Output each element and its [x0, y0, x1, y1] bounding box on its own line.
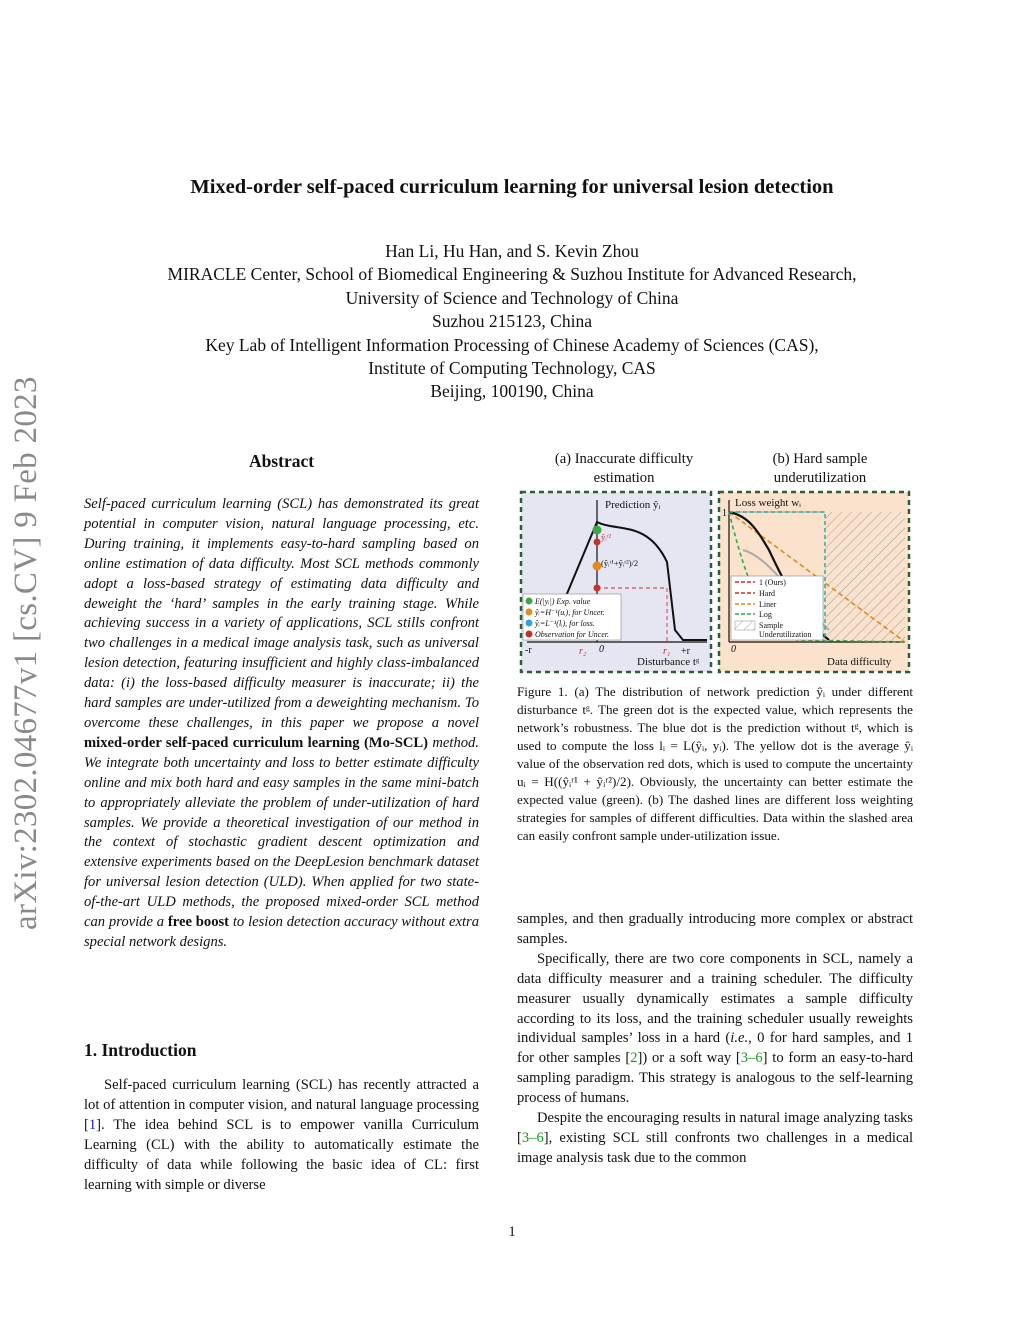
citation-link[interactable]: 3: [521, 1129, 530, 1146]
abstract-text: to lesion detection accuracy without extra special network designs.: [84, 914, 480, 950]
citation-link[interactable]: 1: [88, 1116, 97, 1133]
underutilization-hatch: [825, 512, 905, 642]
legend-marker-uncertainty: [526, 609, 533, 616]
right-column-body: [517, 910, 913, 1169]
affiliation-line: Suzhou 215123, China: [432, 311, 592, 332]
citation-link[interactable]: 6: [755, 1050, 763, 1067]
tick-label: -r: [525, 645, 532, 656]
citation-dash: –: [529, 1129, 537, 1146]
author-block: [60, 240, 964, 404]
citation-dash: –: [748, 1050, 756, 1067]
page-number: 1: [508, 1224, 516, 1240]
panel-b-y-label: Loss weight wᵢ: [735, 497, 801, 509]
free-boost-phrase: free boost: [167, 914, 230, 931]
legend-entry: ŷᵢ=L⁻¹(lᵢ), for loss.: [535, 619, 595, 628]
affiliation-line: University of Science and Technology of China: [345, 287, 679, 308]
legend-entry: ŷᵢ=H⁻¹(uᵢ), for Uncer.: [535, 608, 605, 617]
legend-marker-hatch: [735, 621, 755, 630]
caption-text: (a) The distribution of network prediction ŷᵢ under different disturbance tᵍ. The green dot is the expected value, which represents the network’s robustness. The blue dot is the prediction without tᵍ, which is used to compute the loss lᵢ = L(ŷᵢ, yᵢ). The yellow dot is the average ŷᵢ value of the observation red dots, which is used to compute the uncertainty uᵢ = H((ŷᵢʳ¹ + ŷᵢʳ²)/2). Obviously, the uncertainty can better estimate the expected value (green). (b) The dashed lines are different loss weighting strategies for samples of different difficulties. Data within the slashed area can easily confront sample under-utilization issue.: [517, 684, 914, 843]
abstract-text: Self-paced curriculum learning (SCL) has demonstrated its great potential in computer vision, natural language processing, etc. During training, it implements easy-to-hard sampling based on online estimation of data difficulty. Most SCL methods commonly adopt a loss-based strategy of estimating data difficulty and deweight the ‘hard’ samples in the early training stage. While achieving success in a variety of applications, SCL stills confront two challenges in a medical image analysis task, such as universal lesion detection, featuring insufficient and highly class-imbalanced data: (i) the loss-based difficulty measurer is inaccurate; ii) the hard samples are under-utilized from a deweighting mechanism. To overcome these challenges, in this paper we propose a novel: [84, 496, 479, 731]
legend-entry: E(|yᵢ|) Exp. value: [535, 597, 591, 606]
method-name: mixed-order self-paced curriculum learning (Mo-SCL): [84, 734, 428, 751]
citation-link[interactable]: 2: [630, 1050, 638, 1067]
abstract-heading: Abstract: [248, 451, 315, 471]
paragraph-text: Despite the encouraging results in natural image analyzing tasks [: [517, 1110, 913, 1146]
paragraph-text: , 0 for hard samples, and 1 for other samples [: [517, 1030, 913, 1067]
paragraph-text: Specifically, there are two core components in SCL, namely a data difficulty measurer and a training scheduler. The difficulty measurer usually dynamically estimates a sample difficulty according to its loss, and the training scheduler usually reweights individual samples’ loss in a hard (: [517, 950, 913, 1047]
affiliation-line: Beijing, 100190, China: [430, 381, 594, 402]
tick-label: r₁: [663, 646, 671, 657]
legend-entry: Log: [759, 610, 772, 619]
tick-label: 1: [722, 508, 727, 519]
figure-1: [517, 450, 913, 680]
introduction-body: [84, 1076, 479, 1195]
affiliation-line: MIRACLE Center, School of Biomedical Engineering & Suzhou Institute for Advanced Research,: [167, 264, 857, 285]
intro-text: ]. The idea behind SCL is to empower vanilla Curriculum Learning (CL) with the ability to automatically estimate the difficulty of data while following the basic idea of CL: first learning with simple or diverse: [84, 1116, 479, 1193]
affiliation-line: Key Lab of Intelligent Information Processing of Chinese Academy of Sciences (CAS),: [205, 334, 819, 355]
paper-title: Mixed-order self-paced curriculum learning for universal lesion detection: [190, 176, 834, 198]
affiliation-line: Institute of Computing Technology, CAS: [368, 358, 656, 379]
observation-dot: [594, 585, 601, 592]
legend-marker-expected: [526, 598, 533, 605]
citation-link[interactable]: 6: [536, 1129, 544, 1146]
observation-dot: [594, 539, 601, 546]
legend-entry: 1 (Ours): [759, 578, 786, 587]
paragraph-text: ]) or a soft way [: [637, 1050, 741, 1067]
tick-label: r₂: [579, 646, 587, 657]
figure-1-caption: [517, 683, 913, 845]
paragraph: samples, and then gradually introducing more complex or abstract samples.: [517, 911, 913, 947]
intro-text: Self-paced curriculum learning (SCL) has recently attracted a lot of attention in computer vision, and natural language processing [: [84, 1077, 479, 1133]
panel-b-x-label: Data difficulty: [827, 656, 892, 668]
paragraph: [517, 950, 913, 1109]
abstract-body: [84, 495, 479, 953]
tick-label: +r: [681, 646, 690, 657]
panel-a-title: (a) Inaccurate difficulty estimation: [554, 451, 694, 486]
caption-label: Figure 1.: [517, 684, 568, 699]
tick-label: 0: [731, 644, 736, 655]
introduction-heading: 1. Introduction: [84, 1040, 197, 1060]
legend-entry: Underutilization: [759, 630, 812, 639]
figure-1-plots: [517, 490, 913, 680]
tick-label: 0: [599, 644, 604, 655]
author-names: Han Li, Hu Han, and S. Kevin Zhou: [385, 241, 639, 261]
panel-b-title: (b) Hard sample underutilization: [772, 451, 868, 486]
legend-entry: Sample: [759, 621, 783, 630]
legend-entry: Liner: [759, 600, 777, 609]
legend-marker-observation: [526, 631, 533, 638]
panel-a-x-label: Disturbance tᵍ: [637, 656, 700, 668]
legend-entry: Observation for Uncer.: [535, 630, 609, 639]
panel-a-y-label: Prediction ŷᵢ: [605, 499, 661, 511]
paragraph: [517, 1109, 913, 1169]
abstract-text: method. We integrate both uncertainty and loss to better estimate difficulty online and mix both hard and easy samples in the same mini-batch to appropriately alleviate the problem of under-utilization of hard samples. We provide a theoretical investigation of our method in the context of stochastic gradient descent optimization and extensive experiments based on the DeepLesion benchmark dataset for universal lesion detection (ULD). When applied for two state-of-the-art ULD methods, the proposed mixed-order SCL method can provide a: [84, 734, 479, 931]
ie-abbrev: i.e.: [730, 1030, 749, 1047]
citation-link[interactable]: 3: [740, 1050, 749, 1067]
legend-marker-loss: [526, 620, 533, 627]
arxiv-identifier: arXiv:2302.04677v1 [cs.CV] 9 Feb 2023: [8, 376, 44, 930]
legend-entry: Hard: [759, 589, 775, 598]
paragraph-text: ] to form an easy-to-hard sampling paradigm. This strategy is analogous to the self-learning process of humans.: [517, 1050, 913, 1107]
point-label: ŷᵢʳ²: [601, 532, 612, 542]
point-label: (ŷᵢʳ¹+ŷᵢʳ²)/2: [601, 558, 639, 568]
panel-a-background: [521, 492, 711, 672]
paragraph-text: ], existing SCL still confronts two challenges in a medical image analysis task due to the common: [517, 1129, 913, 1166]
